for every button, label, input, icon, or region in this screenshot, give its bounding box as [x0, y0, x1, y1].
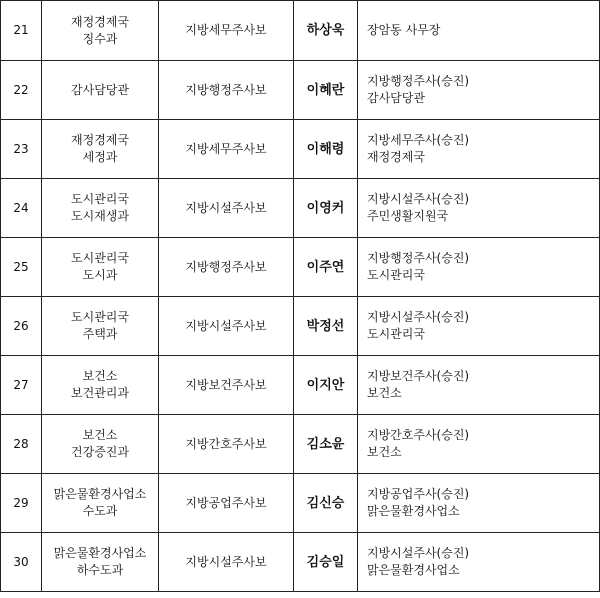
department-line: 도시과 — [82, 268, 118, 282]
rank-cell: 지방시설주사보 — [159, 533, 294, 592]
row-number: 25 — [1, 238, 42, 297]
table-row — [1, 179, 600, 238]
new-post-line: 장암동 사무장 — [367, 23, 441, 37]
row-number: 22 — [1, 61, 42, 120]
new-post-cell — [358, 474, 600, 533]
new-post-cell — [358, 356, 600, 415]
department-line: 보건소 — [82, 369, 118, 383]
department-line: 맑은물환경사업소 — [53, 487, 147, 501]
new-post-line: 지방시설주사(승진) — [367, 192, 470, 206]
department-cell — [42, 1, 159, 61]
rank-cell: 지방행정주사보 — [159, 238, 294, 297]
new-post-cell — [358, 238, 600, 297]
row-number: 27 — [1, 356, 42, 415]
new-post-line: 지방공업주사(승진) — [367, 487, 470, 501]
department-line: 세정과 — [82, 150, 118, 164]
department-line: 도시관리국 — [71, 251, 129, 265]
new-post-cell — [358, 179, 600, 238]
department-line: 주택과 — [82, 327, 118, 341]
department-line: 재정경제국 — [71, 14, 129, 29]
new-post-line: 지방시설주사(승진) — [367, 546, 470, 560]
name-cell: 이영커 — [294, 179, 358, 238]
table-row — [1, 533, 600, 592]
name-cell: 김소윤 — [294, 415, 358, 474]
new-post-line: 보건소 — [367, 386, 402, 400]
department-line: 감사담당관 — [71, 82, 129, 97]
new-post-cell — [358, 297, 600, 356]
rank-cell: 지방세무주사보 — [159, 1, 294, 61]
row-number: 23 — [1, 120, 42, 179]
new-post-line: 지방세무주사(승진) — [367, 133, 470, 147]
table-row — [1, 415, 600, 474]
new-post-line: 지방보건주사(승진) — [367, 369, 470, 383]
row-number: 24 — [1, 179, 42, 238]
new-post-line: 맑은물환경사업소 — [367, 504, 460, 518]
new-post-line: 지방행정주사(승진) — [367, 251, 470, 265]
department-cell — [42, 61, 159, 120]
row-number: 21 — [1, 1, 42, 61]
name-cell: 김신승 — [294, 474, 358, 533]
department-line: 징수과 — [82, 31, 118, 46]
department-line: 보건소 — [82, 428, 118, 442]
name-cell: 이해령 — [294, 120, 358, 179]
new-post-line: 주민생활지원국 — [367, 209, 449, 223]
new-post-line: 지방행정주사(승진) — [367, 74, 470, 88]
new-post-line: 보건소 — [367, 445, 402, 459]
name-cell: 이지안 — [294, 356, 358, 415]
table-row — [1, 474, 600, 533]
table-row — [1, 61, 600, 120]
department-line: 도시관리국 — [71, 310, 129, 324]
department-line: 수도과 — [82, 504, 118, 518]
table-row — [1, 120, 600, 179]
table-row — [1, 356, 600, 415]
department-line: 도시관리국 — [71, 192, 129, 206]
department-cell — [42, 179, 159, 238]
row-number: 30 — [1, 533, 42, 592]
name-cell: 이혜란 — [294, 61, 358, 120]
personnel-table-body — [1, 1, 600, 592]
department-line: 하수도과 — [76, 563, 124, 577]
department-cell — [42, 120, 159, 179]
table-row — [1, 238, 600, 297]
new-post-line: 맑은물환경사업소 — [367, 563, 460, 577]
name-cell: 이주연 — [294, 238, 358, 297]
department-line: 건강증진과 — [71, 445, 129, 459]
new-post-cell — [358, 415, 600, 474]
rank-cell: 지방세무주사보 — [159, 120, 294, 179]
new-post-cell — [358, 61, 600, 120]
new-post-line: 도시관리국 — [367, 327, 425, 341]
rank-cell: 지방간호주사보 — [159, 415, 294, 474]
department-cell — [42, 415, 159, 474]
department-line: 재정경제국 — [71, 133, 129, 147]
row-number: 29 — [1, 474, 42, 533]
table-row — [1, 297, 600, 356]
rank-cell: 지방공업주사보 — [159, 474, 294, 533]
new-post-line: 재정경제국 — [367, 150, 425, 164]
rank-cell: 지방행정주사보 — [159, 61, 294, 120]
new-post-line: 감사담당관 — [367, 91, 425, 105]
new-post-cell — [358, 1, 600, 61]
new-post-line: 도시관리국 — [367, 268, 425, 282]
department-line: 보건관리과 — [71, 386, 129, 400]
department-line: 맑은물환경사업소 — [53, 546, 147, 560]
row-number: 28 — [1, 415, 42, 474]
new-post-cell — [358, 120, 600, 179]
department-line: 도시재생과 — [71, 209, 129, 223]
new-post-line: 지방간호주사(승진) — [367, 428, 470, 442]
department-cell — [42, 533, 159, 592]
new-post-line: 지방시설주사(승진) — [367, 310, 470, 324]
department-cell — [42, 356, 159, 415]
table-row — [1, 1, 600, 61]
rank-cell: 지방보건주사보 — [159, 356, 294, 415]
name-cell: 하상욱 — [294, 1, 358, 61]
name-cell: 김승일 — [294, 533, 358, 592]
new-post-cell — [358, 533, 600, 592]
row-number: 26 — [1, 297, 42, 356]
department-cell — [42, 238, 159, 297]
rank-cell: 지방시설주사보 — [159, 297, 294, 356]
department-cell — [42, 474, 159, 533]
rank-cell: 지방시설주사보 — [159, 179, 294, 238]
department-cell — [42, 297, 159, 356]
name-cell: 박정선 — [294, 297, 358, 356]
